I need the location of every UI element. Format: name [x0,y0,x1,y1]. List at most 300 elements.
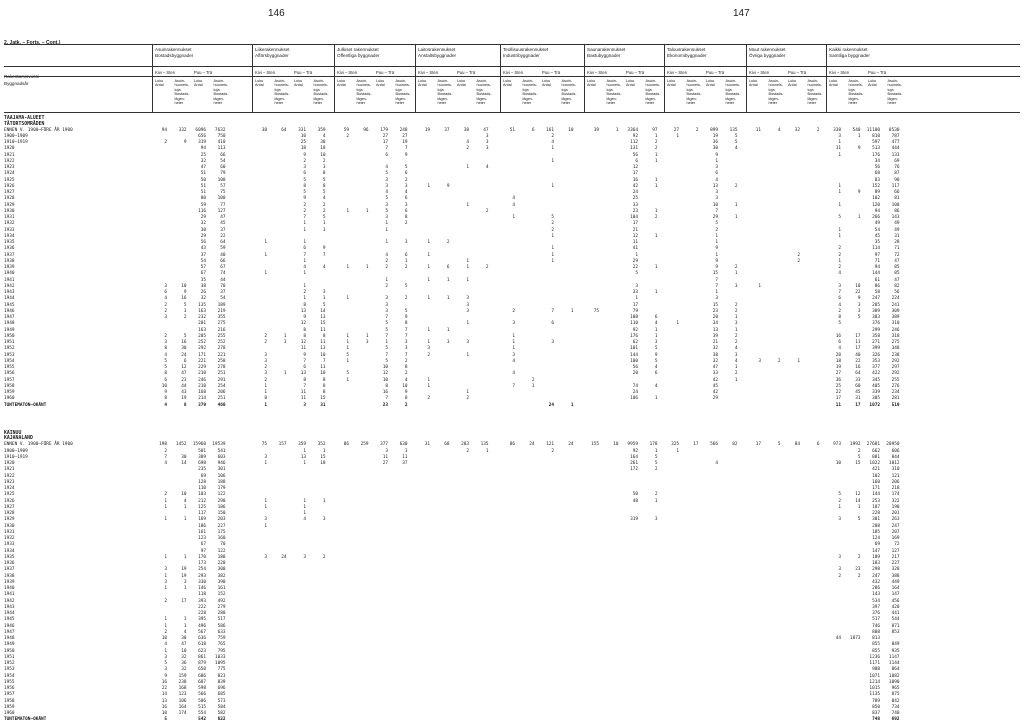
table-cell: 11 [755,127,761,133]
row-label: 1929 [4,202,15,208]
table-cell: 11 [632,240,638,245]
table-cell: 9 [654,352,658,358]
table-row [0,171,1024,177]
table-cell: 540 [852,127,861,133]
table-cell: 75 [593,308,599,314]
table-cell: 823 [217,673,226,679]
table-cell: 116 [198,208,206,214]
table-cell: 159 [178,673,187,679]
table-row [0,717,1024,723]
column-group-fi: Saunarakennukset [587,47,626,52]
dwelling-header: Bostads- [768,92,784,97]
table-cell: 393 [198,598,206,604]
table-cell: 4 [838,346,841,352]
dwelling-header: heter [807,101,817,106]
table-cell: 5 [183,333,187,339]
table-row [0,480,1024,486]
table-cell: 2 [797,258,800,264]
table-cell: 338 [833,127,841,133]
table-cell: 152 [872,183,880,189]
table-cell: 1 [466,390,469,395]
table-row [0,140,1024,146]
table-cell: 1 [715,290,718,295]
table-cell: 1 [164,617,167,623]
table-cell: 281 [891,396,900,402]
table-cell: 650 [198,667,206,673]
table-cell: 1 [303,296,306,302]
table-cell: 456 [891,598,900,604]
row-label: 1934 [4,233,15,239]
table-cell: 810 [872,133,880,139]
table-cell: 108 [630,315,638,320]
table-cell: 3 [164,654,167,660]
table-cell: 69 [874,542,880,548]
table-cell: 1 [427,383,430,389]
count-header: Luku [587,79,596,83]
table-cell: 2 [404,177,408,183]
table-cell: 229 [198,365,206,370]
table-cell: 10 [181,648,187,654]
table-cell: 9 [404,390,408,395]
table-cell: 160 [872,479,880,485]
table-cell: 62 [632,340,638,345]
leaf-header [503,79,512,88]
table-cell: 492 [217,598,226,604]
table-cell: 5 [322,177,326,183]
table-cell: 359 [298,442,306,448]
table-cell: 3 [264,454,267,460]
table-cell: 5 [404,308,408,314]
leaf-header [314,79,329,105]
row-label: 1946 [4,623,15,629]
table-cell: 15 [712,302,718,308]
row-label: 1956 [4,686,15,691]
dwelling-header: toja [725,87,732,92]
table-cell: 656 [198,133,206,139]
table-cell: 5 [715,221,718,227]
material-header: Kivi – Sten [155,70,176,75]
table-cell: 15 [320,396,326,402]
table-row [0,378,1024,384]
table-cell: 8530 [888,127,900,133]
table-cell: 15 [320,321,326,327]
dwelling-header: heter [848,101,858,106]
table-cell: 27 [382,133,388,139]
table-cell: 22 [220,233,226,239]
table-cell: 10 [300,133,306,139]
table-row [0,296,1024,302]
table-cell: 839 [217,679,226,685]
leaf-header [438,79,453,105]
table-cell: 388 [891,573,900,579]
table-cell: 5 [654,454,658,460]
table-cell: 1992 [849,442,861,448]
row-label: 1937 [4,567,15,573]
table-cell: 5 [164,717,167,723]
page-number-right: 147 [733,8,750,19]
table-cell: 66 [894,190,900,195]
table-cell: 290 [217,498,226,504]
material-header: Puu – Trä [706,70,725,75]
table-cell: 100 [217,196,226,202]
table-cell: 121 [546,442,554,448]
table-cell: 51 [200,171,206,177]
table-cell: 1 [164,623,167,629]
table-cell: 11 [320,327,326,333]
dwelling-header: heter [606,101,616,106]
table-cell: 25 [300,140,306,145]
leaf-header [888,79,903,105]
table-cell: 1 [427,183,430,189]
table-cell: 17 [632,302,638,308]
table-cell: 8 [322,171,326,177]
count-header: Luku [457,79,466,83]
dwelling-header: heter [561,101,571,106]
table-cell: 4 [654,365,658,370]
table-cell: 5 [404,165,408,170]
dwelling-header: Asuin- [313,79,325,83]
table-cell: 4 [512,202,515,208]
count-header: Luku [376,79,385,83]
table-cell: 3 [838,283,841,289]
table-cell: 16 [835,333,841,339]
header-rule [4,66,1020,67]
table-cell: 1 [164,554,167,560]
table-cell: 232 [198,315,206,320]
table-cell: 4 [654,383,658,389]
table-cell: 837 [872,711,880,716]
table-row [0,159,1024,165]
table-cell: 16 [181,340,187,345]
table-row [0,309,1024,315]
table-cell: 305 [872,396,880,402]
dwelling-header: Bostads- [313,92,329,97]
table-row [0,692,1024,698]
dwelling-header: Bostads- [437,92,453,97]
table-cell: 86 [894,208,900,214]
dwelling-header: heter [887,101,897,106]
table-cell: 1 [427,277,430,283]
table-cell: 8 [303,377,306,383]
table-cell: 6 [715,171,718,177]
table-cell: 16 [161,679,167,685]
table-cell: 22 [855,290,861,295]
table-cell: 4 [466,140,469,145]
row-label: 1938 [4,573,15,579]
table-cell: 36 [712,140,718,145]
table-row [0,384,1024,390]
table-cell: 155 [591,442,599,448]
table-cell: 285 [872,302,880,308]
table-cell: 12 [382,371,388,377]
table-cell: 1 [322,227,326,233]
table-cell: 1 [734,271,738,277]
row-label: 1926 [4,183,15,189]
table-cell: 32 [181,667,187,673]
table-cell: 5 [164,365,167,370]
table-cell: 171 [198,352,206,358]
count-header: Luku [667,79,676,83]
table-cell: 2 [303,208,306,214]
table-cell: 227 [217,523,226,529]
table-cell: 355 [217,315,226,320]
table-cell: 9 [404,152,408,158]
table-cell: 10 [382,365,388,370]
table-cell: 179 [217,486,226,491]
table-row [0,674,1024,680]
table-cell: 21 [632,227,638,233]
table-cell: 2 [838,498,841,504]
table-cell: 246 [198,377,206,383]
table-cell: 203 [217,517,226,523]
table-row [0,146,1024,152]
table-cell: 3 [734,283,738,289]
table-cell: 10 [320,152,326,158]
count-header: Luku [749,79,758,83]
table-cell: 4 [734,346,738,352]
table-row [0,580,1024,586]
table-cell: 103 [198,492,206,498]
leaf-header [769,79,784,105]
table-cell: 310 [891,321,900,327]
table-cell: 170 [198,554,206,560]
table-cell: 198 [159,442,167,448]
table-cell: 1071 [869,673,880,679]
table-row [0,699,1024,705]
table-cell: 2 [734,340,738,345]
table-cell: 9 [715,152,718,158]
leaf-header [396,79,411,105]
dwelling-header: lägen- [174,96,186,101]
table-cell: 2 [404,296,408,302]
table-row [0,259,1024,265]
table-cell: 97 [200,548,206,554]
dwelling-header: huoneis- [725,83,741,88]
table-cell: 352 [317,442,326,448]
table-cell: 861 [198,654,206,660]
table-cell: 144 [872,492,880,498]
table-cell: 405 [872,383,880,389]
material-header: Puu – Trä [788,70,807,75]
table-cell: 161 [198,529,206,535]
table-cell: 221 [217,352,226,358]
table-cell: 3 [164,283,167,289]
table-cell: 74 [632,383,638,389]
table-cell: 477 [891,140,900,145]
table-cell: 517 [872,617,880,623]
table-cell: 143 [891,215,900,220]
table-cell: 1 [322,448,326,454]
table-cell: 3 [322,517,326,523]
table-row [0,359,1024,365]
table-cell: 1072 [869,402,880,408]
table-cell: 2 [264,377,267,383]
dwelling-header: lägen- [476,96,488,101]
table-cell: 86 [874,283,880,289]
table-cell: 48 [632,498,638,504]
table-cell: 164 [630,454,638,460]
table-cell: 11 [320,365,326,370]
table-cell: 5 [551,215,554,220]
table-cell: 1 [164,573,167,579]
table-cell: 22 [855,358,861,364]
table-cell: 6 [654,371,658,377]
table-cell: 759 [217,636,226,641]
table-cell: 5 [404,283,408,289]
table-cell: 37 [220,227,226,233]
row-label: ENNEN V. 1900–FÖRE ÅR 1900 [4,442,73,448]
table-cell: 8 [322,383,326,389]
dwelling-header: Bostads- [887,92,903,97]
dwelling-header: Asuin- [848,79,860,83]
table-cell: 9 [183,290,187,295]
table-cell: 2 [551,133,554,139]
row-label: 1939 [4,579,15,585]
table-cell: 214 [198,396,206,402]
row-label: 1923 [4,165,15,170]
table-cell: 1 [531,383,535,389]
table-cell: 9 [164,390,167,395]
leaf-header [646,79,661,105]
table-cell: 1012 [888,461,900,466]
table-cell: 125 [198,504,206,510]
dwelling-header: lägen- [395,96,407,101]
table-cell: 1 [264,402,267,408]
table-cell: 844 [891,454,900,460]
table-cell: 381 [872,517,880,523]
count-header: Luku [418,79,427,83]
table-cell: 168 [198,390,206,395]
table-cell: 49 [874,221,880,227]
table-cell: 3 [715,196,718,202]
table-cell: 685 [217,692,226,698]
table-cell: 775 [217,667,226,673]
table-cell: 68 [444,442,450,448]
material-header: Kivi – Sten [829,70,850,75]
leaf-header [542,79,551,88]
table-cell: 1033 [214,654,226,660]
table-cell: 7 [303,358,306,364]
table-cell: 1 [466,265,469,270]
table-cell: 2 [734,265,738,270]
table-cell: 1 [183,617,187,623]
table-cell: 566 [198,692,206,698]
table-cell: 6 [303,171,306,177]
table-row [0,284,1024,290]
table-cell: 47 [181,371,187,377]
table-cell: 3 [365,340,369,345]
row-label: 1935 [4,554,15,560]
table-cell: 234 [891,390,900,395]
table-row [0,165,1024,171]
dwelling-header: huoneis- [522,83,538,88]
table-cell: 8 [322,183,326,189]
table-cell: 9 [715,265,718,270]
table-cell: 13 [320,346,326,352]
table-cell: 123 [178,692,187,698]
table-cell: 10 [568,127,574,133]
row-label: 1953 [4,352,15,358]
dwelling-header: Bostads- [522,92,538,97]
row-label: 1953 [4,667,15,673]
table-cell: 6 [635,158,638,164]
table-cell: 24 [281,554,287,560]
table-cell: 29 [712,396,718,402]
table-cell: 3 [838,554,841,560]
table-cell: 37 [444,127,450,133]
table-cell: 2 [734,371,738,377]
table-cell: 275 [217,321,226,327]
table-cell: 4 [404,377,408,383]
row-label: 1930 [4,208,15,214]
table-cell: 38 [712,352,718,358]
table-cell: 86 [343,442,349,448]
table-cell: 3 [635,283,638,289]
row-label: 1945 [4,617,15,623]
table-cell: 2 [303,202,306,208]
table-row [0,586,1024,592]
table-cell: 1 [734,315,738,320]
row-label: 1950 [4,333,15,339]
table-cell: 4 [303,517,306,523]
table-cell: 10 [161,711,167,716]
table-cell: 127 [891,548,900,554]
leaf-header [357,79,372,105]
table-cell: 11 [300,390,306,395]
table-cell: 17 [693,442,699,448]
table-cell: 4 [715,177,718,183]
dwelling-header: toja [807,87,814,92]
table-cell: 14 [855,498,861,504]
section-title: KAJANALAND [4,436,33,442]
table-cell: 83 [874,177,880,183]
table-cell: 1 [385,340,388,345]
table-cell: 3 [385,308,388,314]
table-cell: 135 [480,442,489,448]
table-cell: 1 [365,333,369,339]
row-label: 1921 [4,467,15,473]
table-cell: 143 [872,592,880,598]
table-cell: 45 [855,390,861,395]
table-cell: 67 [220,265,226,270]
table-row [0,134,1024,140]
table-cell: 1 [654,233,658,239]
table-cell: 4 [838,271,841,277]
table-cell: 219 [217,308,226,314]
table-cell: 1 [838,227,841,233]
table-cell: 8 [303,327,306,333]
table-cell: 1095 [214,661,226,666]
table-cell: 30 [712,146,718,152]
table-cell: 8 [164,396,167,402]
leaf-header [523,79,538,105]
dwelling-header: Bostads- [686,92,702,97]
group-divider [152,44,153,112]
dwelling-header: toja [887,87,894,92]
dwelling-header: Asuin- [213,79,225,83]
table-cell: 34 [712,321,718,327]
table-cell: 1 [385,240,388,245]
table-cell: 24 [632,190,638,195]
table-cell: 1 [446,277,450,283]
table-cell: 8 [183,402,187,408]
table-cell: 94 [200,146,206,152]
page-number-left: 146 [268,8,285,19]
table-cell: 3 [322,290,326,295]
dwelling-header: Asuin- [725,79,737,83]
count-header: Antal [503,83,512,88]
table-row [0,605,1024,611]
